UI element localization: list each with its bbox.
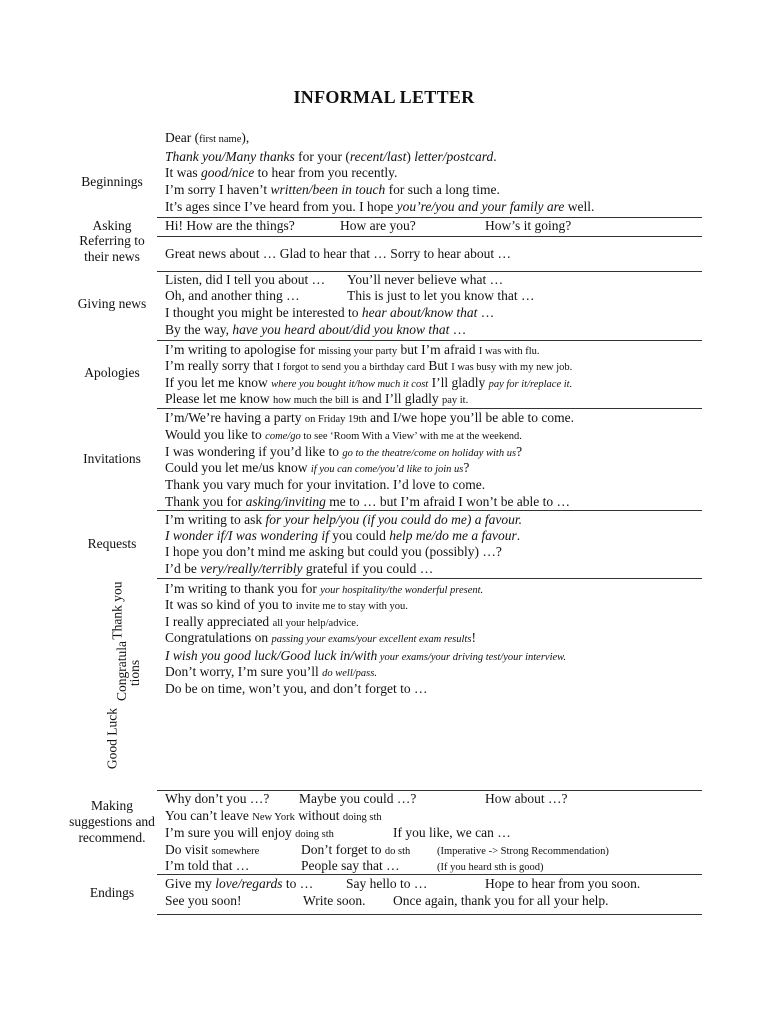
- phrase-text: pay it.: [441, 395, 469, 406]
- phrase-text: How about …?: [485, 791, 568, 806]
- phrase-column: [165, 287, 300, 304]
- section-0: [66, 128, 702, 217]
- phrase-column: [165, 164, 397, 181]
- phrase-text: somewhere: [211, 846, 260, 857]
- phrase-text: on Friday 19th: [304, 414, 367, 425]
- phrase-text: Write soon.: [303, 893, 366, 908]
- section-label: Apologies: [84, 365, 140, 380]
- phrase-text: Could you let me/us know: [165, 460, 311, 475]
- phrase-column: [347, 271, 503, 288]
- phrase-text: for such a long time.: [385, 182, 500, 197]
- phrase-text: for your help/you (if you could do me) a favour.: [265, 512, 522, 527]
- phrase-text: and I’ll gladly: [358, 391, 442, 406]
- phrase-column: [165, 321, 466, 338]
- rotated-label: Thank you: [109, 581, 125, 640]
- phrase-text: written/been in touch: [270, 182, 386, 197]
- phrase-text: me to … but I’m afraid I won’t be able to …: [325, 494, 571, 509]
- phrase-text: you could: [328, 528, 390, 543]
- section-label: Referring to their news: [79, 233, 145, 264]
- row-divider: [157, 408, 702, 409]
- phrase-text: but I’m afraid: [397, 342, 479, 357]
- phrase-text: See you soon!: [165, 893, 242, 908]
- phrase-text: how much the bill is: [272, 395, 359, 406]
- phrase-text: Great news about … Glad to hear that … Sorry to hear about …: [165, 246, 512, 261]
- phrase-column: [165, 892, 242, 909]
- phrase-text: ?: [516, 444, 523, 459]
- phrase-column: [165, 527, 520, 544]
- phrase-text: asking/inviting: [245, 494, 326, 509]
- phrase-text: missing your party: [318, 346, 398, 357]
- phrase-column: [165, 245, 511, 262]
- phrase-text: you’re/you and your family are: [396, 199, 565, 214]
- phrase-text: I hope you don’t mind me asking but could you (possibly) …?: [165, 544, 502, 559]
- phrase-text: This is just to let you know that …: [347, 288, 535, 303]
- phrase-column: [165, 790, 269, 807]
- phrase-text: do well/pass.: [322, 668, 377, 679]
- section-6: [66, 510, 702, 578]
- page-title: INFORMAL LETTER: [293, 87, 475, 107]
- phrase-text: But: [424, 358, 452, 373]
- phrase-text: Maybe you could …?: [299, 791, 417, 806]
- section-label: Requests: [87, 536, 137, 551]
- phrase-text: Give my: [165, 876, 216, 891]
- phrase-text: invite me to stay with you.: [295, 601, 408, 612]
- phrase-text: …: [449, 322, 467, 337]
- phrase-text: Why don’t you …?: [165, 791, 270, 806]
- phrase-text: and I/we hope you’ll be able to come.: [366, 410, 575, 425]
- phrase-text: I was wondering if you’d like to: [165, 444, 343, 459]
- phrase-text: …: [477, 305, 495, 320]
- phrase-text: I’m writing to ask: [165, 512, 266, 527]
- section-label: Invitations: [83, 451, 141, 466]
- phrase-text: I’m sorry I haven’t: [165, 182, 271, 197]
- phrase-column: [299, 790, 416, 807]
- phrase-column: [485, 217, 571, 234]
- phrase-text: Say hello to …: [346, 876, 428, 891]
- phrase-column: [485, 875, 640, 892]
- phrase-text: without: [294, 808, 343, 823]
- phrase-text: Hope to hear from you soon.: [485, 876, 641, 891]
- phrase-column: [165, 181, 500, 198]
- phrase-column: [303, 892, 365, 909]
- phrase-text: go to the theatre/come on holiday with us: [342, 448, 517, 459]
- phrase-text: grateful if you could …: [302, 561, 434, 576]
- phrase-text: come/go: [265, 431, 301, 442]
- row-divider: [157, 510, 702, 511]
- phrase-text: letter/postcard: [414, 149, 494, 164]
- phrase-text: very/really/terribly: [200, 561, 303, 576]
- phrase-text: I really appreciated: [165, 614, 273, 629]
- section-label: Giving news: [77, 296, 147, 311]
- phrase-text: How’s it going?: [485, 218, 572, 233]
- phrase-text: I’ll gladly: [428, 375, 489, 390]
- phrase-text: Thank you/Many thanks: [165, 149, 295, 164]
- phrase-column: [485, 790, 567, 807]
- phrase-text: ): [406, 149, 415, 164]
- phrase-text: You can’t leave: [165, 808, 253, 823]
- phrase-text: If you let me know: [165, 375, 272, 390]
- phrase-column: [393, 892, 609, 909]
- phrase-column: [165, 476, 485, 493]
- phrase-text: Don’t forget to: [301, 842, 385, 857]
- phrase-text: Would you like to: [165, 427, 266, 442]
- row-divider: [157, 578, 702, 579]
- phrase-text: I was with flu.: [478, 346, 540, 357]
- phrase-text: Thank you for: [165, 494, 246, 509]
- phrase-text: I’d be: [165, 561, 201, 576]
- phrase-text: I wish you good luck/Good luck in/with: [165, 648, 378, 663]
- section-4: [66, 340, 702, 408]
- phrase-text: I’m really sorry that: [165, 358, 277, 373]
- phrase-text: for your (: [294, 149, 350, 164]
- phrase-text: if you can come/you’d like to join us: [310, 464, 464, 475]
- rotated-labels: [66, 578, 158, 790]
- phrase-text: have you heard about/did you know that: [232, 322, 450, 337]
- table-bottom-rule: [157, 914, 702, 915]
- phrase-text: do sth: [384, 846, 411, 857]
- phrase-text: Listen, did I tell you about …: [165, 272, 326, 287]
- phrase-text: I’m sure you will enjoy: [165, 825, 296, 840]
- phrase-text: Please let me know: [165, 391, 273, 406]
- phrase-text: I forgot to send you a birthday card: [276, 362, 425, 373]
- phrase-text: your exams/your driving test/your interview.: [377, 652, 567, 663]
- phrase-text: If you like, we can …: [393, 825, 511, 840]
- phrase-column: [165, 493, 570, 510]
- section-9: [66, 874, 702, 914]
- phrase-column: [165, 390, 468, 409]
- phrase-text: It’s ages since I’ve heard from you. I hope: [165, 199, 397, 214]
- phrase-text: I thought you might be interested to: [165, 305, 362, 320]
- phrase-text: where you bought it/how much it cost: [271, 379, 429, 390]
- phrase-text: New York: [252, 812, 295, 823]
- phrase-text: doing sth: [295, 829, 334, 840]
- phrase-text: doing sth: [342, 812, 382, 823]
- phrase-column: [301, 857, 400, 874]
- section-label: Making suggestions and recommend.: [69, 798, 155, 845]
- phrase-text: Hi! How are the things?: [165, 218, 295, 233]
- phrase-text: recent/last: [349, 149, 407, 164]
- phrase-column: [165, 271, 325, 288]
- phrase-column: [165, 680, 427, 697]
- phrase-text: .: [493, 149, 497, 164]
- phrase-text: I wonder if/I was wondering if: [165, 528, 329, 543]
- section-3: [66, 271, 702, 340]
- rotated-label: Congratula tions: [114, 641, 142, 701]
- phrase-text: Do be on time, won’t you, and don’t forget to …: [165, 681, 428, 696]
- phrase-text: Once again, thank you for all your help.: [393, 893, 609, 908]
- phrase-text: (Imperative -> Strong Recommendation): [437, 846, 609, 857]
- phrase-text: Dear (: [165, 130, 200, 145]
- phrase-text: love/regards: [215, 876, 283, 891]
- phrase-text: Thank you vary much for your invitation. I’d love to come.: [165, 477, 486, 492]
- phrase-column: [165, 198, 594, 215]
- phrase-text: !: [471, 630, 476, 645]
- phrase-text: passing your exams/your excellent exam results: [271, 634, 472, 645]
- phrase-column: [165, 129, 249, 148]
- phrase-text: You’ll never believe what …: [347, 272, 504, 287]
- phrase-text: I’m told that …: [165, 858, 250, 873]
- phrase-column: [340, 217, 416, 234]
- phrase-text: .: [516, 528, 521, 543]
- rotated-label: Good Luck: [104, 707, 120, 770]
- phrase-column: [165, 217, 295, 234]
- phrase-text: Congratulations on: [165, 630, 272, 645]
- phrase-text: your hospitality/the wonderful present.: [320, 585, 484, 596]
- phrase-text: all your help/advice.: [272, 618, 359, 629]
- phrase-text: well.: [564, 199, 595, 214]
- row-divider: [157, 217, 702, 218]
- phrase-column: [346, 875, 427, 892]
- phrase-text: Do visit: [165, 842, 212, 857]
- phrase-text: I’m writing to thank you for: [165, 581, 321, 596]
- phrase-text: to see ‘Room With a View’ with me at the weekend.: [300, 431, 522, 442]
- phrase-column: [165, 543, 502, 560]
- row-divider: [157, 874, 702, 875]
- section-7: [66, 578, 702, 790]
- phrase-column: [347, 287, 535, 304]
- section-8: [66, 790, 702, 874]
- phrase-text: help me/do me a favour: [389, 528, 517, 543]
- phrase-column: [165, 857, 249, 874]
- section-1: [66, 217, 702, 236]
- phrase-text: By the way,: [165, 322, 233, 337]
- phrase-column: [165, 148, 497, 165]
- phrase-text: ),: [241, 130, 250, 145]
- phrase-column: [165, 304, 494, 321]
- section-2: [66, 233, 702, 271]
- phrase-text: I’m/We’re having a party: [165, 410, 305, 425]
- section-5: [66, 408, 702, 510]
- phrase-text: first name: [199, 134, 242, 145]
- phrase-text: Don’t worry, I’m sure you’ll: [165, 664, 323, 679]
- phrase-text: People say that …: [301, 858, 400, 873]
- phrase-text: It was: [165, 165, 201, 180]
- phrase-text: How are you?: [340, 218, 416, 233]
- phrase-column: [393, 824, 511, 841]
- section-label: Beginnings: [81, 174, 143, 189]
- phrase-text: good/nice: [201, 165, 255, 180]
- phrase-column: [165, 511, 522, 528]
- phrase-column: [165, 629, 476, 648]
- phrase-text: pay for it/replace it.: [488, 379, 573, 390]
- phrase-text: Oh, and another thing …: [165, 288, 300, 303]
- phrase-column: [165, 875, 313, 892]
- phrase-text: ?: [463, 460, 470, 475]
- phrase-text: to hear from you recently.: [254, 165, 398, 180]
- phrase-text: (If you heard sth is good): [437, 862, 544, 873]
- row-divider: [157, 340, 702, 341]
- phrase-text: I’m writing to apologise for: [165, 342, 319, 357]
- phrase-text: I was busy with my new job.: [451, 362, 573, 373]
- phrase-column: [165, 560, 433, 577]
- row-divider: [157, 271, 702, 272]
- section-label: Asking: [92, 218, 132, 233]
- phrase-text: hear about/know that: [361, 305, 478, 320]
- section-label: Endings: [89, 885, 135, 900]
- phrase-text: It was so kind of you to: [165, 597, 296, 612]
- phrase-text: to …: [282, 876, 314, 891]
- row-divider: [157, 790, 702, 791]
- row-divider: [157, 236, 702, 237]
